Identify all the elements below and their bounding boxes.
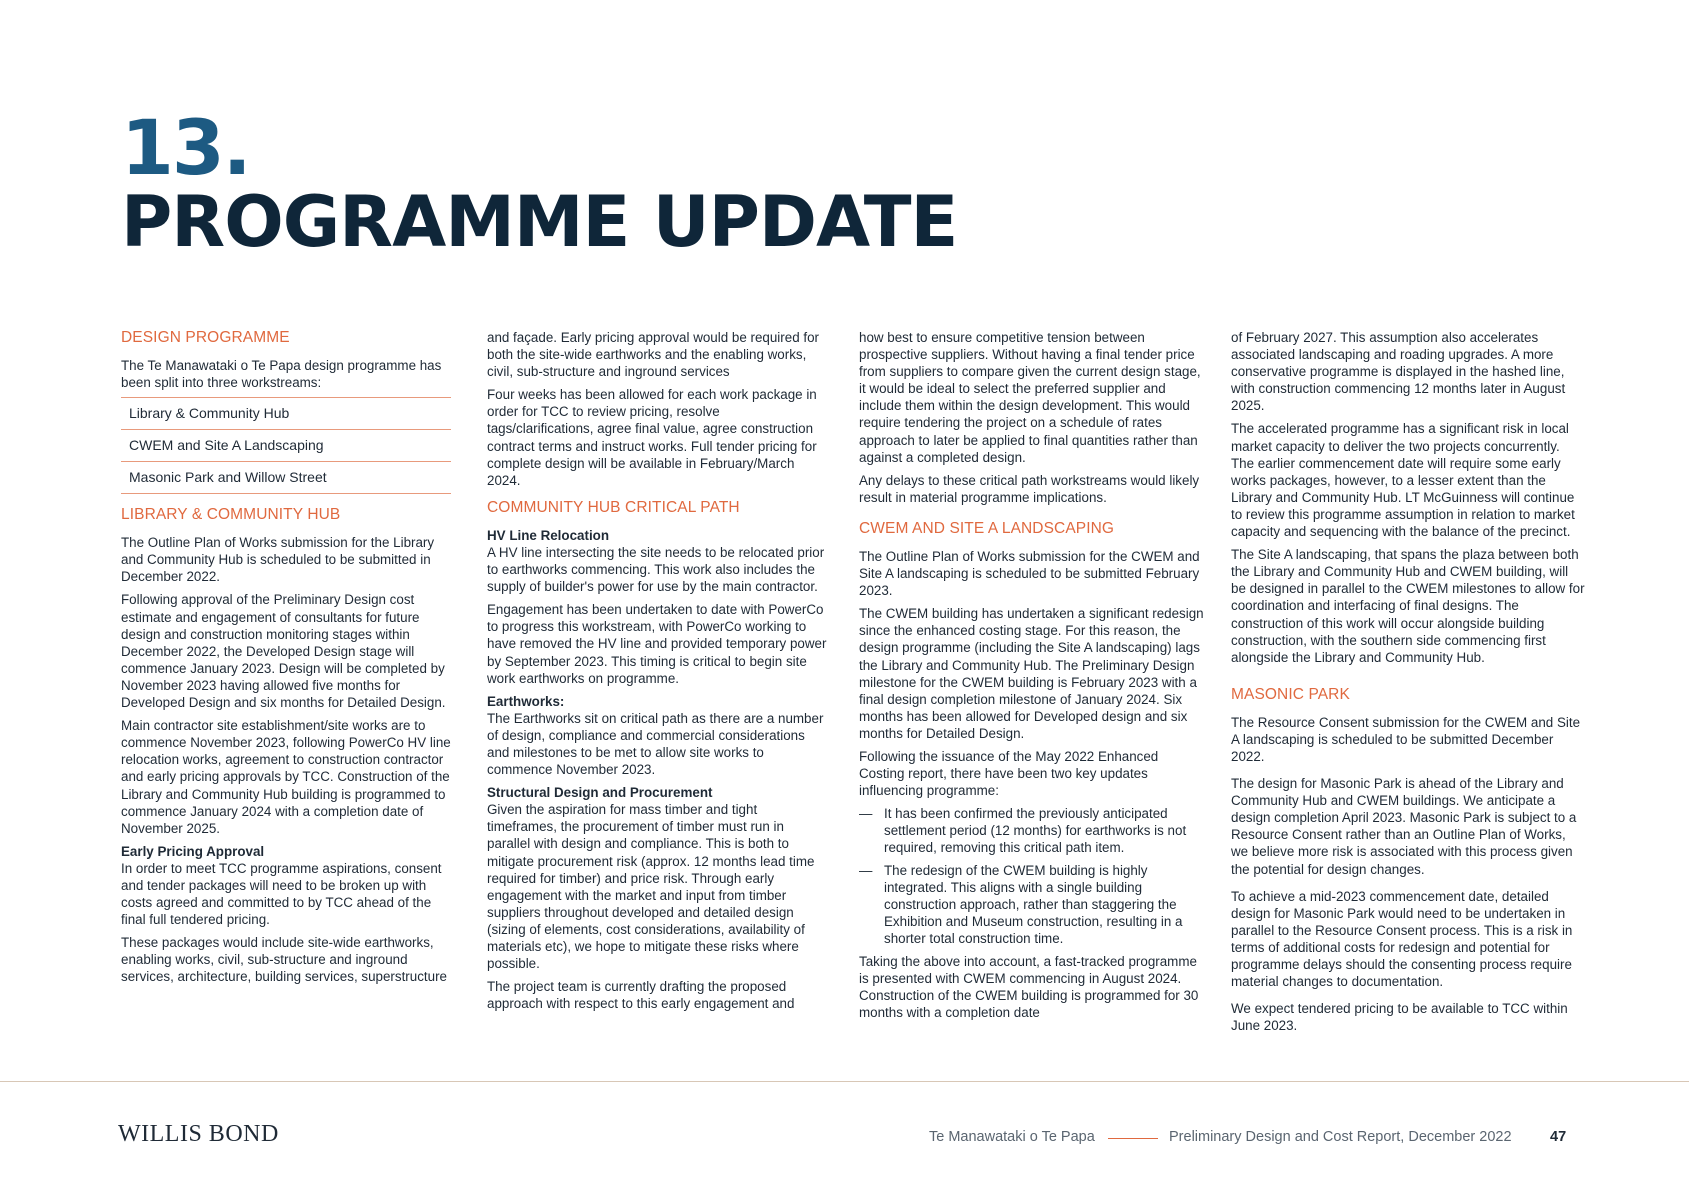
paragraph: The Outline Plan of Works submission for the Library and Community Hub is scheduled to be submitted in December 2022. bbox=[121, 535, 435, 585]
paragraph: and façade. Early pricing approval would be required for both the site-wide earthworks and the enabling works, civil, sub-structure and inground services bbox=[487, 330, 819, 380]
section-number: 13. bbox=[121, 103, 250, 192]
list-item-text: The redesign of the CWEM building is highly integrated. This aligns with a single building construction approach, rather than staggering the Exhibition and Museum construction, resulting in a shorter total construction time. bbox=[884, 862, 1183, 946]
paragraph: how best to ensure competitive tension between prospective suppliers. Without having a final tender price from suppliers to compare given the current design stage, it would be ideal to select the preferred supplier and include them within the design development. This would require tendering the project on a schedule of rates approach to later be applied to final quantities rather than against a completed design. bbox=[859, 330, 1201, 465]
footer-report: Preliminary Design and Cost Report, December 2022 bbox=[1169, 1129, 1512, 1145]
paragraph: The design for Masonic Park is ahead of the Library and Community Hub and CWEM buildings. We anticipate a design completion April 2023. Masonic Park is subject to a Resource Consent rather than an Outline Plan of Works, we believe more risk is associated with this process given the potential for design changes. bbox=[1231, 776, 1577, 877]
paragraph: Following the issuance of the May 2022 Enhanced Costing report, there have been two key updates influencing programme: bbox=[859, 748, 1159, 799]
paragraph: These packages would include site-wide earthworks, enabling works, civil, sub-structure and inground services, architecture, building services, superstructure bbox=[121, 935, 447, 985]
paragraph: Given the aspiration for mass timber and tight timeframes, the procurement of timber must run in parallel with design and compliance. This is both to mitigate procurement risk (approx. 12 months lead time required for timber) and price risk. Through early engagement with the market and input from timber suppliers throughout developed and detailed design (sizing of elements, cost considerations, availability of materials etc), we hope to mitigate these risks where possible. bbox=[487, 802, 815, 972]
paragraph: The CWEM building has undertaken a significant redesign since the enhanced costing stage. For this reason, the design programme (including the Site A landscaping) lags the Library and Community Hub. The Preliminary Design milestone for the CWEM building is February 2023 with a final design completion milestone of January 2024. Six months has been allowed for Developed design and six months for Detailed Design. bbox=[859, 606, 1204, 741]
column-3 bbox=[859, 329, 1204, 1027]
column-1 bbox=[121, 329, 451, 992]
paragraph: We expect tendered pricing to be available to TCC within June 2023. bbox=[1231, 1001, 1568, 1034]
paragraph: The Outline Plan of Works submission for the CWEM and Site A landscaping is scheduled to be submitted February 2023. bbox=[859, 548, 1200, 599]
list-item bbox=[859, 805, 1204, 856]
footer-separator-line bbox=[1108, 1138, 1158, 1139]
footer-divider bbox=[0, 1081, 1689, 1082]
update-list bbox=[859, 805, 1204, 947]
list-item-text: It has been confirmed the previously anticipated settlement period (12 months) for earthworks is not required, removing this critical path item. bbox=[884, 806, 1187, 856]
footer-project: Te Manawataki o Te Papa bbox=[929, 1129, 1095, 1145]
paragraph: of February 2027. This assumption also accelerates associated landscaping and roading upgrades. A more conservative programme is displayed in the hashed line, with construction commencing 12 months later in August 2025. bbox=[1231, 330, 1566, 414]
paragraph: Taking the above into account, a fast-tracked programme is presented with CWEM commencing in August 2024. Construction of the CWEM building is programmed for 30 months with a completion date bbox=[859, 954, 1199, 1021]
paragraph: The Earthworks sit on critical path as there are a number of design, compliance and commercial considerations and milestones to be met to allow site works to commence November 2023. bbox=[487, 710, 824, 778]
column-2 bbox=[487, 329, 827, 1018]
column-4 bbox=[1231, 329, 1586, 1040]
heading-community-hub-critical-path: COMMUNITY HUB CRITICAL PATH bbox=[487, 498, 740, 516]
page-title: PROGRAMME UPDATE bbox=[121, 181, 958, 263]
page-number: 47 bbox=[1550, 1129, 1567, 1145]
subheading-early-pricing: Early Pricing Approval bbox=[121, 843, 265, 859]
heading-library-community-hub: LIBRARY & COMMUNITY HUB bbox=[121, 506, 341, 524]
subheading-hv-line: HV Line Relocation bbox=[487, 527, 610, 543]
workstream-item: Masonic Park and Willow Street bbox=[121, 462, 451, 494]
workstream-item: CWEM and Site A Landscaping bbox=[121, 430, 451, 462]
paragraph: Any delays to these critical path workstreams would likely result in material programme implications. bbox=[859, 472, 1200, 505]
paragraph: The project team is currently drafting the proposed approach with respect to this early engagement and bbox=[487, 979, 795, 1012]
dash-bullet: — bbox=[859, 806, 873, 822]
paragraph: Main contractor site establishment/site works are to commence November 2023, following PowerCo HV line relocation works, agreement to construction contractor and early pricing approvals by TCC. Construction of the Library and Community Hub building is programmed to commence January 2024 with a completion date of November 2025. bbox=[121, 718, 451, 836]
paragraph: To achieve a mid-2023 commencement date, detailed design for Masonic Park would need to be undertaken in parallel to the Resource Consent process. This is a risk in terms of additional costs for redesign and potential for programme delays should the consenting process require material changes to documentation. bbox=[1231, 888, 1573, 990]
heading-design-programme: DESIGN PROGRAMME bbox=[121, 329, 290, 346]
list-item bbox=[859, 862, 1204, 947]
paragraph: The accelerated programme has a significant risk in local market capacity to deliver the two projects concurrently. The earlier commencement date will require some early works packages, however, to a lesser extent than the Library and Community Hub. LT McGuinness will continue to review this programme assumption in relation to market capacity and sequencing with the balance of the precinct. bbox=[1231, 421, 1575, 540]
paragraph: Engagement has been undertaken to date with PowerCo to progress this workstream, with PowerCo working to have removed the HV line and provided temporary power by September 2023. This timing is critical to begin site work earthworks on programme. bbox=[487, 602, 827, 686]
paragraph: Following approval of the Preliminary Design cost estimate and engagement of consultants for future design and construction monitoring stages within December 2022, the Developed Design stage will commence January 2023. Design will be completed by November 2023 having allowed five months for Developed Design and six months for Detailed Design. bbox=[121, 592, 446, 711]
heading-cwem-site-a: CWEM AND SITE A LANDSCAPING bbox=[859, 519, 1115, 537]
paragraph: The Te Manawataki o Te Papa design programme has been split into three workstreams: bbox=[121, 358, 442, 391]
workstream-list bbox=[121, 397, 451, 494]
paragraph: The Site A landscaping, that spans the plaza between both the Library and Community Hub and CWEM building, will be designed in parallel to the CWEM milestones to allow for coordination and interfacing of final designs. The construction of this work will occur alongside building construction, with the southern side commencing first alongside the Library and Community Hub. bbox=[1231, 547, 1585, 665]
paragraph: In order to meet TCC programme aspirations, consent and tender packages will need to be broken up with costs agreed and committed to by TCC ahead of the final full tendered pricing. bbox=[121, 860, 442, 928]
workstream-item: Library & Community Hub bbox=[121, 398, 451, 430]
heading-masonic-park: MASONIC PARK bbox=[1231, 685, 1350, 703]
paragraph: A HV line intersecting the site needs to be relocated prior to earthworks commencing. This work also includes the supply of builder's power for use by the main contractor. bbox=[487, 544, 825, 595]
subheading-earthworks: Earthworks: bbox=[487, 693, 565, 709]
willis-bond-logo: WILLIS BOND bbox=[118, 1121, 279, 1147]
subheading-structural-design: Structural Design and Procurement bbox=[487, 785, 713, 801]
paragraph: Four weeks has been allowed for each work package in order for TCC to review pricing, resolve tags/clarifications, agree final value, agree construction contract terms and instruct works. Full tender pricing for complete design will be available in February/March 2024. bbox=[487, 387, 817, 488]
paragraph: The Resource Consent submission for the CWEM and Site A landscaping is scheduled to be submitted December 2022. bbox=[1231, 714, 1581, 764]
dash-bullet: — bbox=[859, 862, 873, 878]
